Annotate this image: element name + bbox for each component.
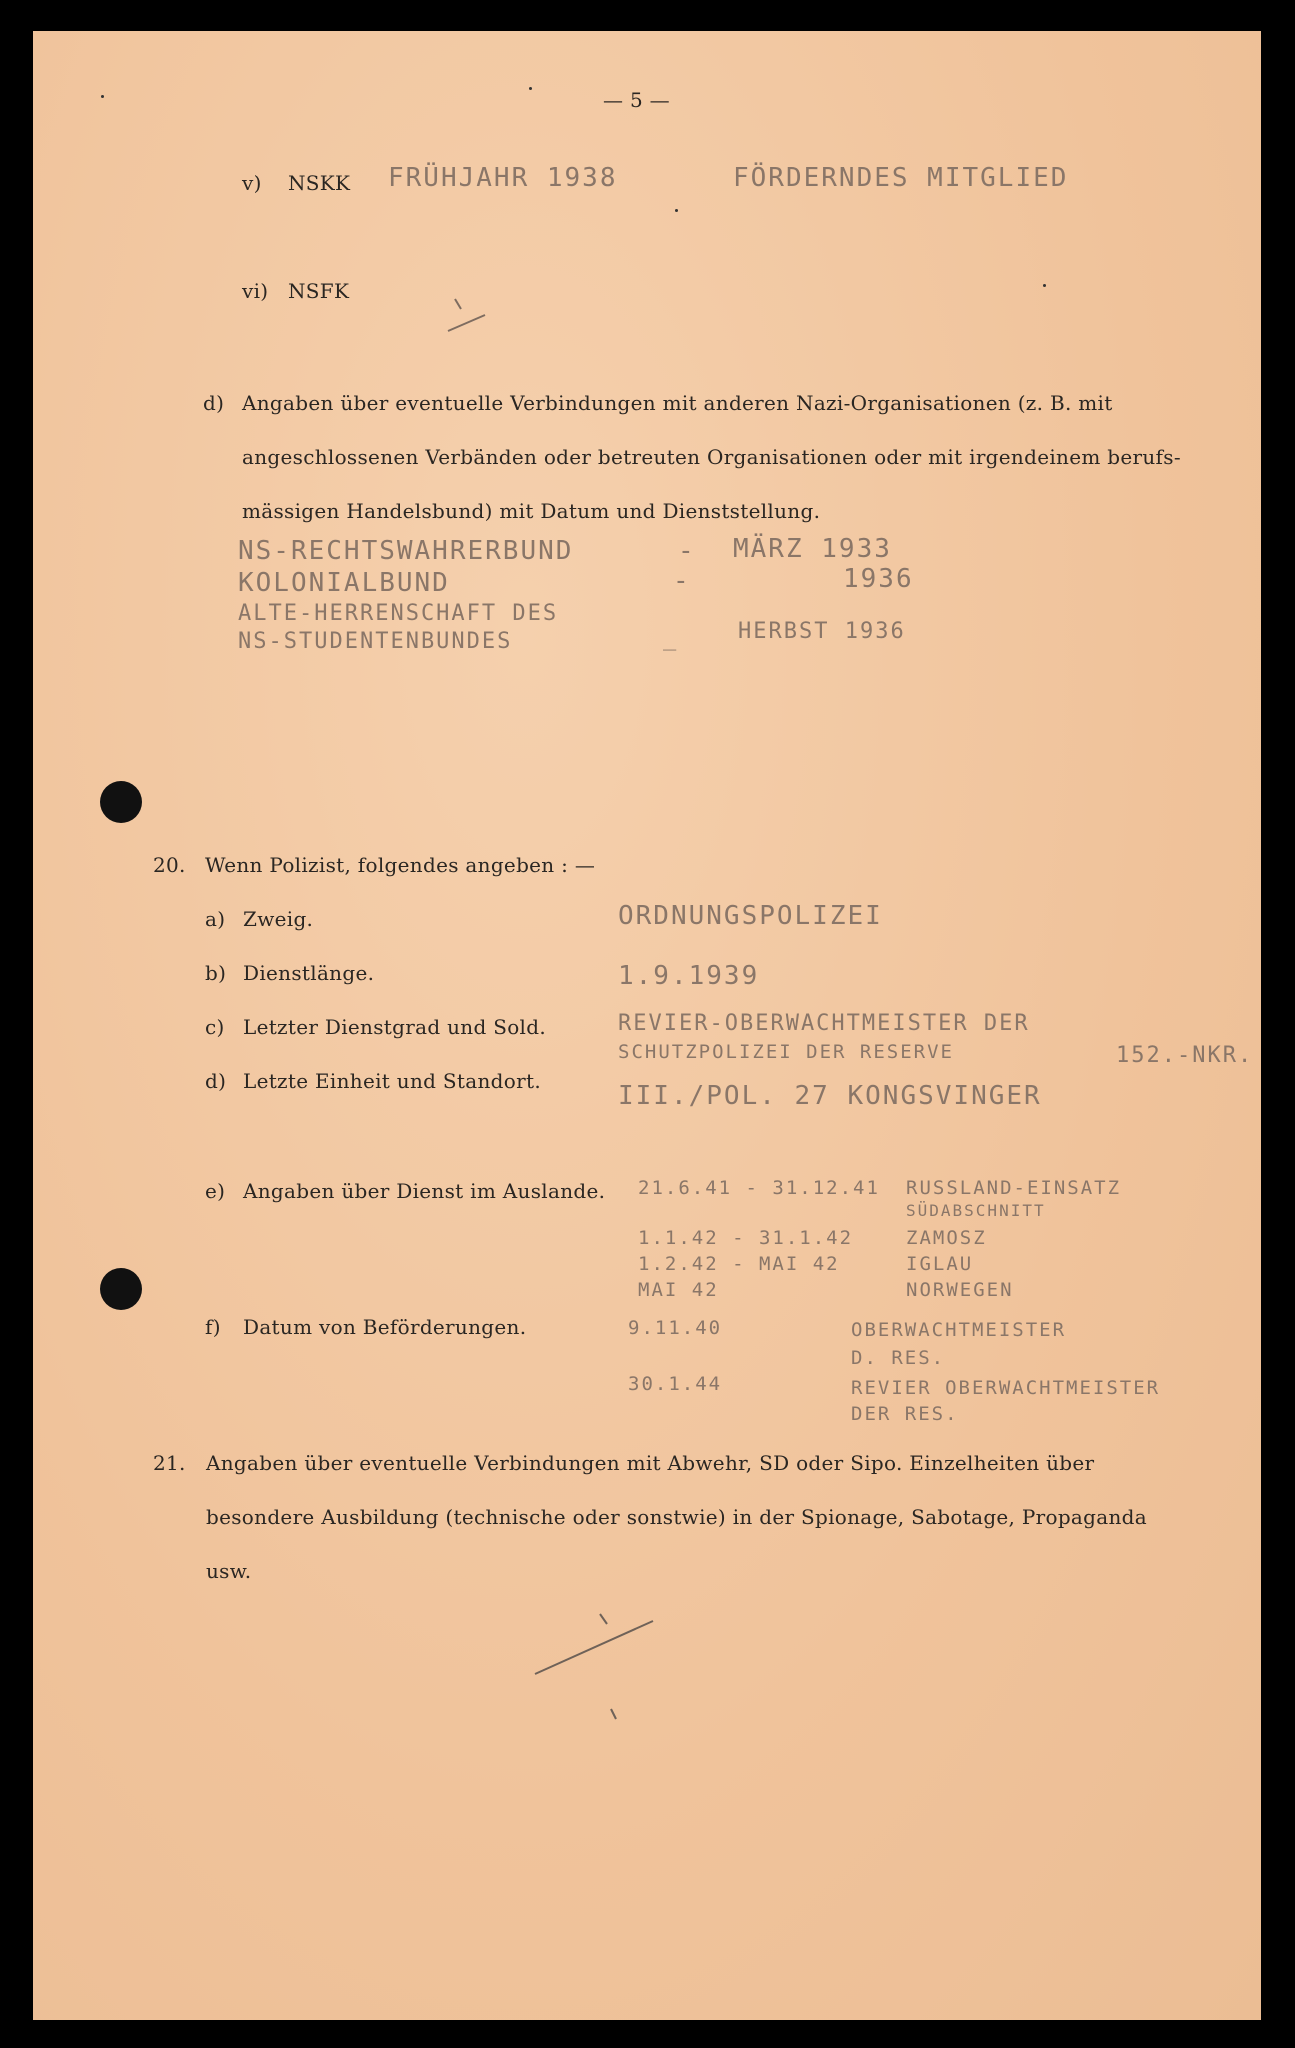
section-21-line1: Angaben über eventuelle Verbindungen mit Abwehr, SD oder Sipo. Einzelheiten über — [206, 1451, 1095, 1475]
item-20b-label: b) — [205, 961, 227, 985]
hw-20c-line1: REVIER-OBERWACHTMEISTER DER — [618, 1011, 1030, 1036]
item-20c-text: Letzter Dienstgrad und Sold. — [243, 1015, 546, 1039]
section-21-line2: besondere Ausbildung (technische oder sonstwie) in der Spionage, Sabotage, Propaganda — [206, 1505, 1147, 1529]
hw-20e-dates-3: 1.2.42 - MAI 42 — [638, 1253, 840, 1275]
item-d-line2: angeschlossenen Verbänden oder betreuten Organisationen oder mit irgendeinem berufs- — [242, 445, 1181, 469]
hw-20e-place-1: RUSSLAND-EINSATZ — [906, 1177, 1122, 1199]
item-vi-label: vi) — [242, 279, 269, 303]
hw-20e-sub-1: SÜDABSCHNITT — [906, 1201, 1046, 1220]
hw-20c-line2: SCHUTZPOLIZEI DER RESERVE — [618, 1041, 954, 1063]
hw-dash-1: - — [678, 536, 696, 566]
item-d-label: d) — [203, 391, 225, 415]
hw-20e-dates-1: 21.6.41 - 31.12.41 — [638, 1177, 880, 1199]
hw-20f-rank1-1: OBERWACHTMEISTER — [851, 1319, 1067, 1341]
hw-20e-dates-4: MAI 42 — [638, 1279, 719, 1301]
hw-20c-extra: 152.-NKR. — [1116, 1043, 1254, 1068]
document-page — [33, 31, 1261, 2020]
handwritten-v-status: FÖRDERNDES MITGLIED — [733, 163, 1069, 193]
hw-dash-2: - — [673, 566, 691, 596]
hw-org-1: NS-RECHTSWAHRERBUND — [238, 536, 574, 566]
item-20d-text: Letzte Einheit und Standort. — [243, 1069, 541, 1093]
hw-20e-dates-2: 1.1.42 - 31.1.42 — [638, 1227, 854, 1249]
item-20d-label: d) — [205, 1069, 227, 1093]
hw-20b: 1.9.1939 — [618, 961, 760, 991]
hw-org-3: ALTE-HERRENSCHAFT DES — [238, 601, 559, 626]
hw-20f-date-2: 30.1.44 — [628, 1373, 723, 1395]
item-20e-text: Angaben über Dienst im Auslande. — [243, 1179, 606, 1203]
item-20f-text: Datum von Beförderungen. — [243, 1315, 527, 1339]
item-20f-label: f) — [205, 1315, 221, 1339]
item-20c-label: c) — [205, 1015, 225, 1039]
pencil-tick-21 — [600, 1614, 607, 1624]
item-v-label: v) — [242, 171, 262, 195]
hw-date-1: MÄRZ 1933 — [733, 534, 892, 564]
hw-20f-rank2-1: D. RES. — [851, 1347, 946, 1369]
pencil-marks — [33, 31, 1261, 2020]
hw-org-4: NS-STUDENTENBUNDES — [238, 629, 513, 654]
hw-20a: ORDNUNGSPOLIZEI — [618, 901, 883, 931]
pencil-tick-vi — [455, 299, 461, 309]
hw-date-4: HERBST 1936 — [738, 619, 906, 644]
item-d-line3: mässigen Handelsbund) mit Datum und Dienststellung. — [242, 499, 821, 523]
pencil-tick-21b — [611, 1709, 616, 1719]
item-20b-text: Dienstlänge. — [243, 961, 375, 985]
item-20e-label: e) — [205, 1179, 226, 1203]
section-21-line3: usw. — [206, 1559, 252, 1583]
section-21-number: 21. — [153, 1451, 186, 1475]
hw-org-2: KOLONIALBUND — [238, 568, 450, 598]
page-number: — 5 — — [603, 88, 670, 112]
hw-dash-4: _ — [663, 626, 679, 651]
item-v-org: NSKK — [288, 171, 351, 195]
hw-20f-rank1-2: REVIER OBERWACHTMEISTER — [851, 1377, 1161, 1399]
section-20-number: 20. — [153, 853, 186, 877]
item-20a-label: a) — [205, 907, 226, 931]
hw-20d: III./POL. 27 KONGSVINGER — [618, 1081, 1042, 1111]
hw-20e-place-4: NORWEGEN — [906, 1279, 1014, 1301]
item-20a-text: Zweig. — [243, 907, 314, 931]
hw-20e-place-3: IGLAU — [906, 1253, 974, 1275]
item-d-line1: Angaben über eventuelle Verbindungen mit anderen Nazi-Organisationen (z. B. mit — [242, 391, 1113, 415]
hw-20e-place-2: ZAMOSZ — [906, 1227, 987, 1249]
hw-20f-date-1: 9.11.40 — [628, 1317, 723, 1339]
hw-date-2: 1936 — [843, 564, 914, 594]
pencil-dash-vi — [448, 315, 485, 331]
handwritten-v-date: FRÜHJAHR 1938 — [388, 163, 618, 193]
pencil-strike-21 — [535, 1621, 653, 1674]
hw-20f-rank2-2: DER RES. — [851, 1403, 959, 1425]
section-20-title: Wenn Polizist, folgendes angeben : — — [205, 853, 596, 877]
item-vi-org: NSFK — [288, 279, 350, 303]
